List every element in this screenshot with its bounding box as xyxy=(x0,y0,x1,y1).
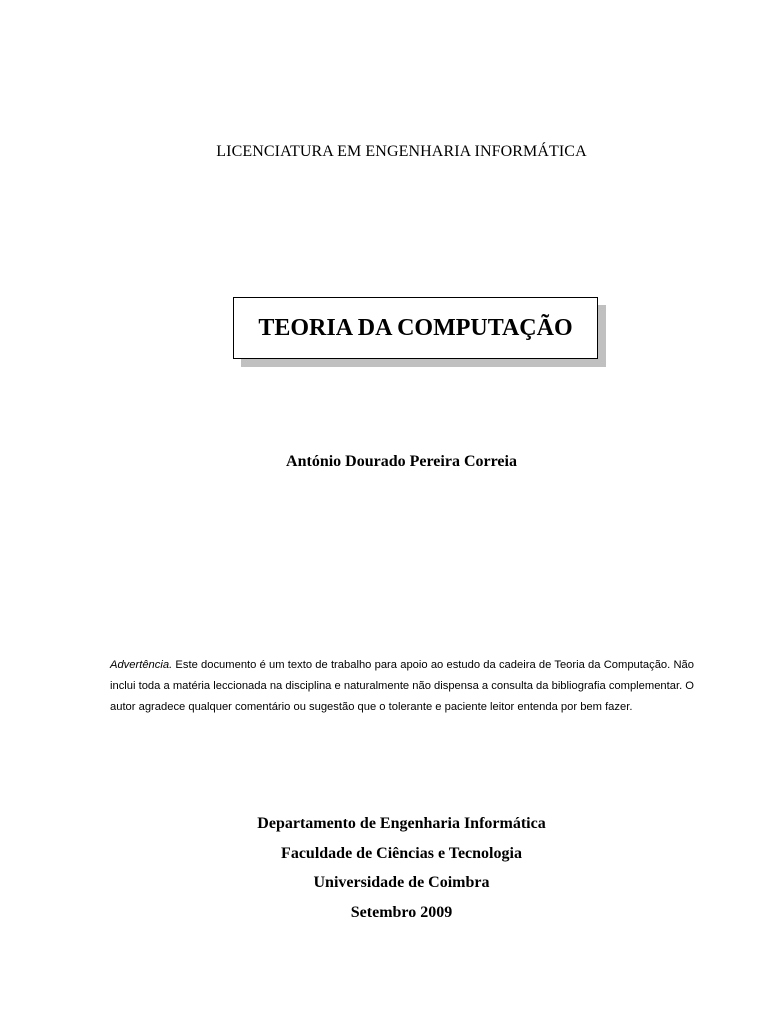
degree-heading: LICENCIATURA EM ENGENHARIA INFORMÁTICA xyxy=(216,143,587,160)
department-name: Departamento de Engenharia Informática xyxy=(257,815,546,832)
notice-lead: Advertência. xyxy=(110,659,173,671)
university-name: Universidade de Coimbra xyxy=(313,874,490,891)
publication-date: Setembro 2009 xyxy=(350,903,453,921)
notice-body: Este documento é um texto de trabalho para apoio ao estudo da cadeira de Teoria da Computação. Não inclui toda a matéria leccionada na disciplina e naturalmente não dispensa a consulta da bibliografia complementar. O autor agradece qualquer comentário ou sugestão que o tolerante e paciente leitor entenda por bem fazer. xyxy=(110,659,694,713)
title-frame xyxy=(233,297,598,359)
author-name: António Dourado Pereira Correia xyxy=(286,453,517,470)
document-title: TEORIA DA COMPUTAÇÃO xyxy=(258,314,573,341)
faculty-name: Faculdade de Ciências e Tecnologia xyxy=(281,844,522,862)
institution-block xyxy=(0,809,768,927)
notice-paragraph xyxy=(110,655,694,718)
title-box xyxy=(233,297,598,359)
